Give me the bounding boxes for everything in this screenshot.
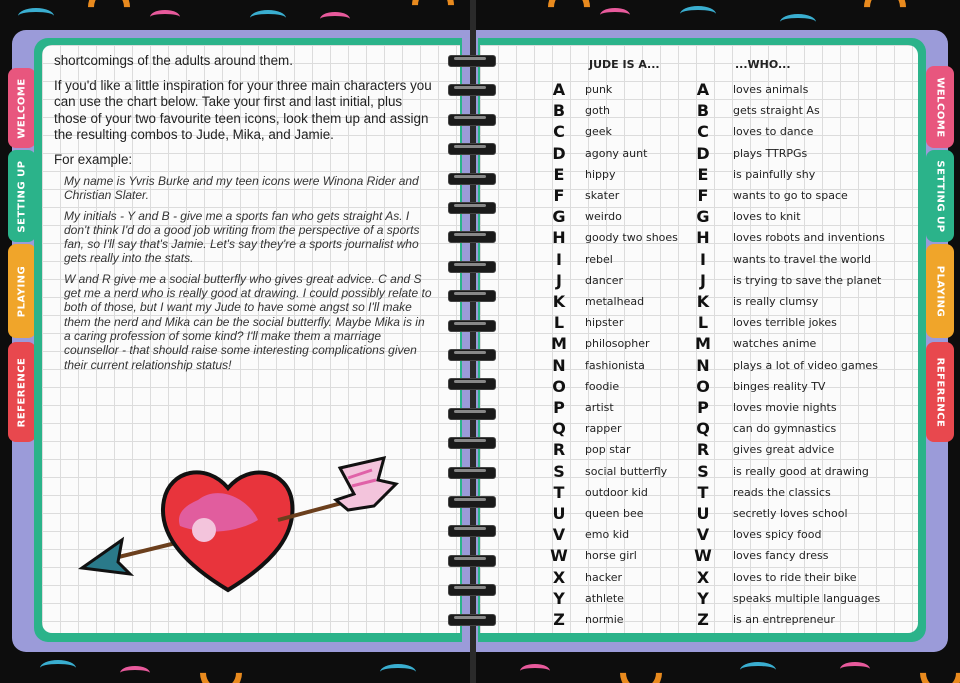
chart-letter-is: K	[552, 292, 566, 311]
chart-letter-who: B	[696, 101, 710, 121]
binding-ring	[448, 258, 494, 276]
chart-letter-who: E	[697, 164, 709, 184]
chart-letter-who: V	[696, 525, 710, 545]
tab-label: SETTING UP	[16, 159, 28, 233]
binding-ring	[448, 434, 494, 452]
chart-letter-is: E	[553, 164, 565, 184]
pink-squiggle-decoration	[840, 662, 870, 676]
binding-ring	[448, 317, 494, 335]
chart-letter-is: W	[550, 546, 568, 566]
is-a-heading: JUDE IS A...	[589, 58, 660, 71]
pink-squiggle-decoration	[600, 8, 630, 22]
pink-squiggle-decoration	[320, 12, 350, 26]
binding-ring	[448, 375, 494, 393]
tab-welcome-right[interactable]	[926, 66, 954, 148]
chart-letter-who: G	[696, 207, 710, 227]
pink-squiggle-decoration	[150, 10, 180, 24]
chart-is-a-value: horse girl	[585, 549, 637, 563]
chart-letter-who: C	[697, 122, 709, 142]
chart-letter-is: I	[556, 249, 562, 269]
chart-letter-is: T	[553, 482, 565, 502]
chart-letter-is: D	[552, 143, 566, 163]
heart-arrow-illustration	[78, 440, 418, 600]
chart-letter-who: M	[695, 334, 711, 354]
chart-who-value: loves spicy food	[733, 528, 822, 542]
chart-letter-is: Z	[553, 610, 565, 629]
chart-who-value: is trying to save the planet	[733, 273, 882, 287]
tab-setting-up-left[interactable]	[8, 150, 36, 242]
chart-letter-who: J	[700, 270, 706, 290]
chart-letter-who: Y	[697, 588, 709, 608]
tab-label: WELCOME	[934, 76, 946, 138]
chart-is-a-value: pop star	[585, 443, 631, 457]
chart-letter-who: X	[696, 567, 710, 587]
chart-is-a-value: athlete	[585, 591, 624, 605]
chart-is-a-value: normie	[585, 613, 624, 626]
chart-is-a-value: fashionista	[585, 358, 645, 372]
squiggle-decoration	[250, 10, 286, 26]
paragraph: If you'd like a little inspiration for your three main characters you can use the chart below. Take your first and last initial, plus those of your two favourite teen icons, look them up and assign the resulting combos to Jude, Mika, and Jamie.	[54, 77, 432, 142]
chart-who-value: is really good at drawing	[733, 464, 869, 478]
chart-who-value: is painfully shy	[733, 167, 816, 181]
chart-is-a-value: goody two shoes	[585, 231, 678, 245]
chart-letter-is: X	[552, 567, 566, 587]
chart-who-value: loves to dance	[733, 125, 814, 139]
chart-is-a-value: outdoor kid	[585, 485, 648, 499]
chart-letter-who: I	[700, 249, 706, 269]
chart-who-value: wants to go to space	[733, 189, 848, 202]
chart-letter-is: Y	[553, 588, 565, 608]
chart-letter-is: C	[553, 122, 565, 142]
chart-is-a-value: metalhead	[585, 295, 645, 308]
chart-letter-is: M	[551, 334, 567, 354]
chart-letter-who: A	[696, 80, 710, 99]
chart-is-a-value: queen bee	[585, 507, 644, 520]
chart-is-a-value: rapper	[585, 422, 622, 436]
squiggle-decoration	[40, 660, 76, 676]
who-heading: ...WHO...	[735, 58, 791, 71]
tab-label: SETTING UP	[934, 159, 946, 233]
pink-squiggle-decoration	[520, 664, 550, 678]
chart-is-a-value: philosopher	[585, 337, 650, 351]
chart-letter-is: U	[552, 504, 566, 523]
chart-is-a-value: dancer	[585, 273, 624, 287]
binding-ring	[448, 346, 494, 364]
chart-is-a-value: geek	[585, 125, 612, 139]
paragraph: shortcomings of the adults around them.	[54, 53, 293, 68]
chart-who-value: loves to knit	[733, 210, 801, 224]
chart-letter-is: A	[552, 80, 566, 99]
squiggle-decoration	[740, 662, 776, 678]
chart-letter-who: F	[697, 186, 709, 205]
chart-who-value: is really clumsy	[733, 295, 819, 308]
chart-letter-is: L	[553, 313, 565, 333]
tab-playing-right[interactable]	[926, 244, 954, 338]
example-paragraph: My initials - Y and B - give me a sports fan who gets straight As. I don't think I'd do a good job writing from the perspective of a sports fan, so I'll say that's Jamie. Let's say they're a sports journalist who gets really into the stats.	[64, 208, 420, 266]
tab-reference-left[interactable]	[8, 342, 36, 442]
tab-label: PLAYING	[16, 265, 28, 317]
binding-ring	[448, 464, 494, 482]
squiggle-decoration	[18, 8, 54, 24]
chart-letter-who: P	[697, 398, 709, 417]
binding-ring	[448, 52, 494, 70]
chart-who-value: loves animals	[733, 83, 809, 96]
chart-letter-is: V	[552, 525, 566, 545]
chart-who-value: loves fancy dress	[733, 549, 829, 563]
chart-letter-who: W	[694, 546, 712, 566]
left-page-text	[54, 53, 432, 378]
chart-letter-is: G	[552, 207, 566, 227]
chart-letter-is: Q	[552, 419, 566, 439]
tab-label: REFERENCE	[934, 357, 946, 427]
binding-ring	[448, 81, 494, 99]
chart-who-value: plays a lot of video games	[733, 358, 878, 372]
tab-reference-right[interactable]	[926, 342, 954, 442]
chart-is-a-value: goth	[585, 104, 610, 118]
binding-ring	[448, 522, 494, 540]
example-paragraph: W and R give me a social butterfly who gives great advice. C and S get me a nerd who is really good at drawing. I could possibly relate to both of those, but I want my Jude to have some angst so I'll make them the nerd and Mika can be the social butterfly. Maybe Mika is in a caring profession of some kind? I'll make them a marriage counsellor - that should raise some interesting complications given their current relationship status!	[64, 271, 432, 372]
example-paragraph: My name is Yvris Burke and my teen icons were Winona Rider and Christian Slater.	[64, 174, 419, 203]
chart-letter-is: O	[552, 376, 566, 396]
chart-is-a-value: skater	[585, 189, 620, 202]
binding-ring	[448, 228, 494, 246]
chart-letter-who: S	[697, 461, 709, 481]
pink-squiggle-decoration	[120, 666, 150, 680]
tab-label: PLAYING	[934, 265, 946, 317]
paragraph: For example:	[54, 151, 133, 167]
chart-letter-who: Q	[696, 419, 710, 439]
binding-ring	[448, 140, 494, 158]
chart-is-a-value: foodie	[585, 379, 620, 393]
binding-ring	[448, 405, 494, 423]
heart-shine	[192, 518, 216, 542]
chart-letter-who: D	[696, 143, 710, 163]
binding-ring	[448, 170, 494, 188]
chart-who-value: is an entrepreneur	[733, 613, 835, 626]
chart-who-value: gets straight As	[733, 104, 820, 118]
chart-who-value: binges reality TV	[733, 379, 826, 393]
tab-playing-left[interactable]	[8, 244, 36, 338]
chart-who-value: loves to ride their bike	[733, 570, 857, 584]
chart-is-a-value: hippy	[585, 167, 616, 181]
binding-ring	[448, 552, 494, 570]
binding-ring	[448, 199, 494, 217]
heart-shape	[163, 472, 292, 590]
chart-is-a-value: social butterfly	[585, 464, 668, 478]
squiggle-decoration	[780, 14, 816, 30]
chart-letter-is: S	[553, 461, 565, 481]
squiggle-decoration	[680, 6, 716, 22]
squiggle-decoration	[380, 664, 416, 680]
chart-who-value: plays TTRPGs	[733, 146, 808, 160]
chart-letter-is: F	[553, 186, 565, 205]
chart-letter-is: H	[552, 228, 566, 248]
tab-setting-up-right[interactable]	[926, 150, 954, 242]
tab-label: REFERENCE	[16, 357, 28, 427]
chart-letter-who: Z	[697, 610, 709, 629]
chart-who-value: loves movie nights	[733, 401, 837, 414]
chart-letter-is: P	[553, 398, 565, 417]
chart-who-value: gives great advice	[733, 443, 835, 457]
chart-letter-who: K	[696, 292, 710, 311]
chart-letter-is: R	[552, 440, 566, 460]
chart-who-value: watches anime	[733, 337, 817, 351]
binding-ring	[448, 493, 494, 511]
chart-letter-who: T	[697, 482, 709, 502]
binding-ring	[448, 581, 494, 599]
chart-letter-who: U	[696, 504, 710, 523]
chart-letter-who: O	[696, 376, 710, 396]
chart-is-a-value: emo kid	[585, 528, 630, 542]
binding-ring	[448, 287, 494, 305]
binding-ring	[448, 111, 494, 129]
chart-letter-is: B	[552, 101, 566, 121]
chart-who-value: loves terrible jokes	[733, 316, 837, 330]
chart-letter-who: N	[696, 355, 710, 375]
chart-who-value: can do gymnastics	[733, 422, 837, 436]
chart-letter-who: H	[696, 228, 710, 248]
chart-who-value: wants to travel the world	[733, 252, 872, 266]
chart-is-a-value: artist	[585, 401, 614, 414]
chart-letter-is: J	[556, 270, 562, 290]
chart-letter-who: L	[697, 313, 709, 333]
chart-is-a-value: rebel	[585, 252, 613, 266]
chart-is-a-value: hacker	[585, 570, 623, 584]
chart-is-a-value: weirdo	[585, 210, 622, 224]
tab-label: WELCOME	[16, 77, 28, 139]
chart-letter-who: R	[696, 440, 710, 460]
chart-is-a-value: hipster	[585, 316, 624, 330]
chart-letter-is: N	[552, 355, 566, 375]
chart-who-value: reads the classics	[733, 485, 831, 499]
chart-who-value: speaks multiple languages	[733, 591, 881, 605]
tab-welcome-left[interactable]	[8, 68, 36, 148]
binding-ring	[448, 611, 494, 629]
chart-is-a-value: agony aunt	[585, 146, 648, 160]
chart-who-value: loves robots and inventions	[733, 231, 885, 245]
chart-is-a-value: punk	[585, 83, 613, 96]
chart-who-value: secretly loves school	[733, 507, 848, 520]
